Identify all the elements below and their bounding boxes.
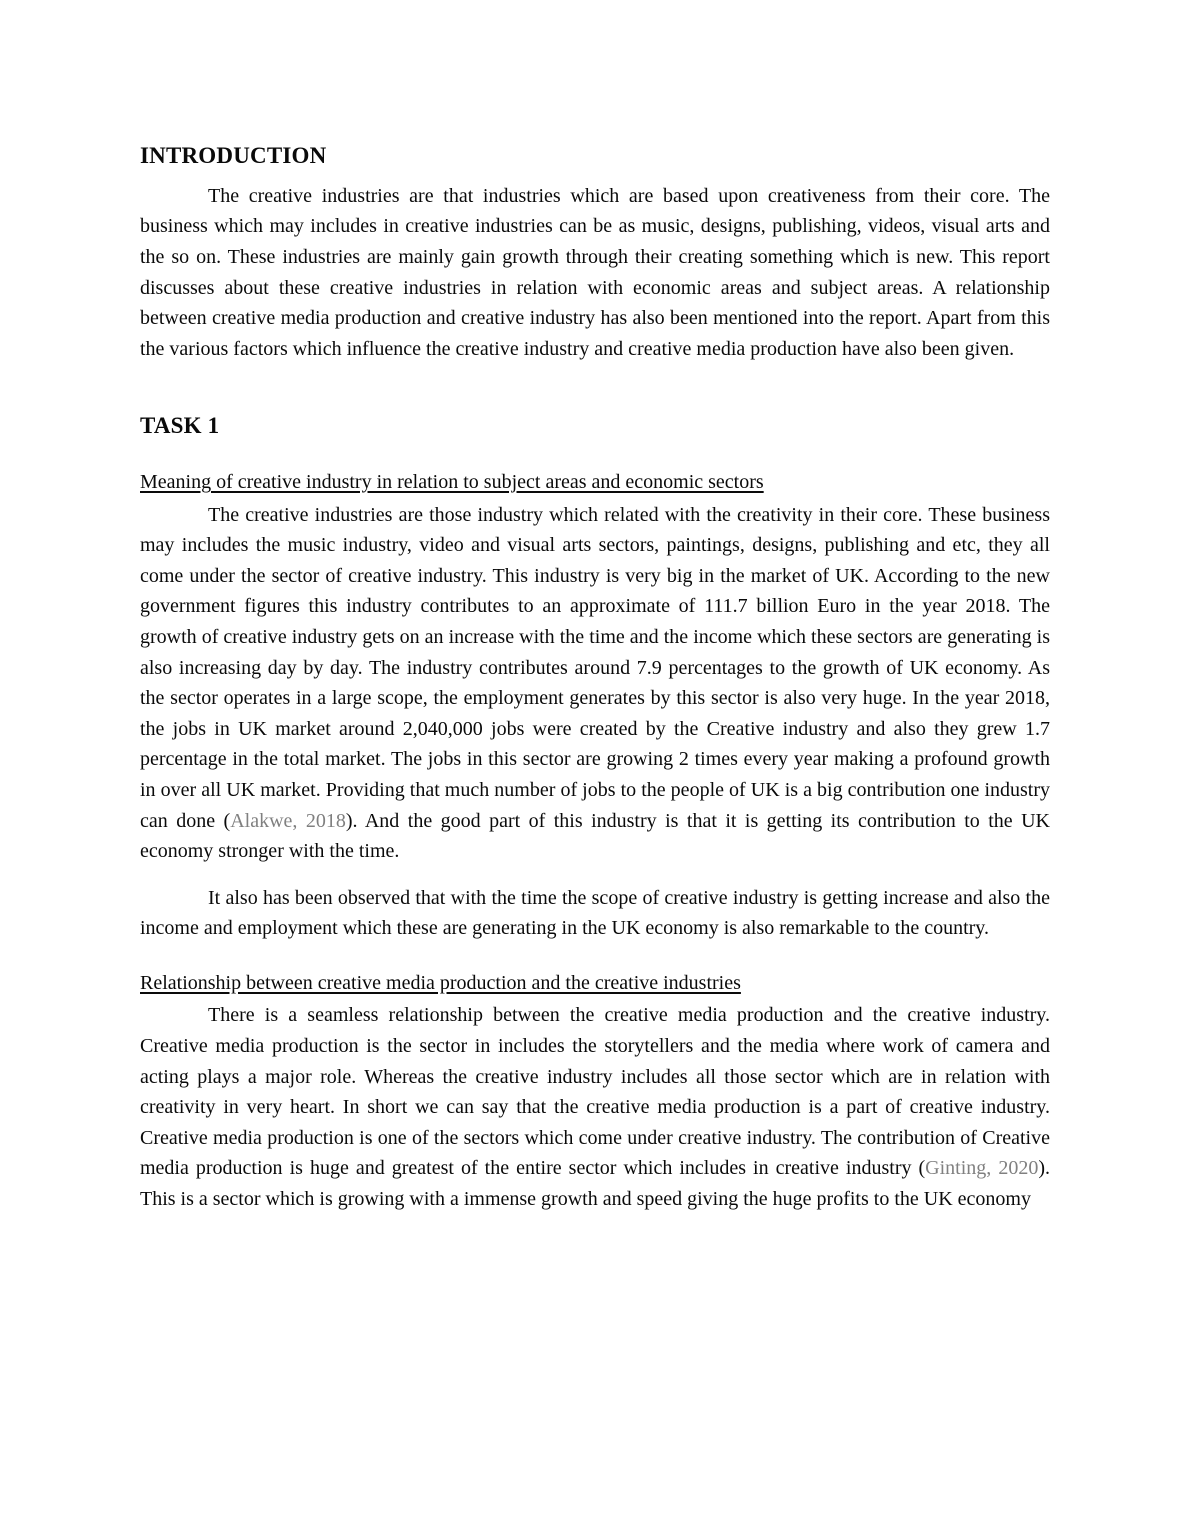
task1-paragraph-2: It also has been observed that with the time the scope of creative industry is getting increase and also the income and employment which these are generating in the UK economy is also remarkable to the country. [140, 886, 1050, 940]
task1-subheading-meaning: Meaning of creative industry in relation to subject areas and economic sectors [140, 471, 764, 494]
task1-paragraph-1-text-a: The creative industries are those industry which related with the creativity in their core. These business may includes the music industry, video and visual arts sectors, paintings, designs, publishing and etc, they all come under the sector of creative industry. This industry is very big in the market of UK. According to the new government figures this industry contributes to an approximate of 111.7 billion Euro in the year 2018. The growth of creative industry gets on an increase with the time and the income which these sectors are generating is also increasing day by day. The industry contributes around 7.9 percentages to the growth of UK economy. As the sector operates in a large scope, the employment generates by this sector is also very huge. In the year 2018, the jobs in UK market around 2,040,000 jobs were created by the Creative industry and also they grew 1.7 percentage in the total market. The jobs in this sector are growing 2 times every year making a profound growth in over all UK market. Providing that much number of jobs to the people of UK is a big contribution one industry can done ( [140, 503, 1050, 832]
task1-paragraph-3-text-b: ). This is a sector which is growing with a immense growth and speed giving the huge profits to the UK economy [140, 1157, 1050, 1210]
citation-alakwe-2018: Alakwe, 2018 [230, 809, 346, 832]
task1-paragraph-3-text-a: There is a seamless relationship between the creative media production and the creative industry. Creative media production is the sector in includes the storytellers and the media where work of camera and acting plays a major role. Whereas the creative industry includes all those sector which are in relation with creativity in very heart. In short we can say that the creative media production is a part of creative industry. Creative media production is one of the sectors which come under creative industry. The contribution of Creative media production is huge and greatest of the entire sector which includes in creative industry ( [140, 1004, 1050, 1180]
task1-paragraph-3 [140, 1000, 1050, 1214]
task1-paragraph-1-text-b: ). And the good part of this industry is that it is getting its contribution to the UK economy stronger with the time. [140, 809, 1051, 863]
introduction-heading: INTRODUCTION [140, 143, 327, 168]
citation-ginting-2020: Ginting, 2020 [925, 1157, 1039, 1180]
introduction-paragraph: The creative industries are that industries which are based upon creativeness from their core. The business which may includes in creative industries can be as music, designs, publishing, videos, visual arts and the so on. These industries are mainly gain growth through their creating something which is new. This report discusses about these creative industries in relation with economic areas and subject areas. A relationship between creative media production and creative industry has also been mentioned into the report. Apart from this the various factors which influence the creative industry and creative media production have also been given. [140, 184, 1050, 360]
task1-heading: TASK 1 [140, 413, 220, 439]
task1-subheading-relationship: Relationship between creative media production and the creative industries [140, 971, 741, 994]
task1-paragraph-1 [140, 500, 1050, 867]
